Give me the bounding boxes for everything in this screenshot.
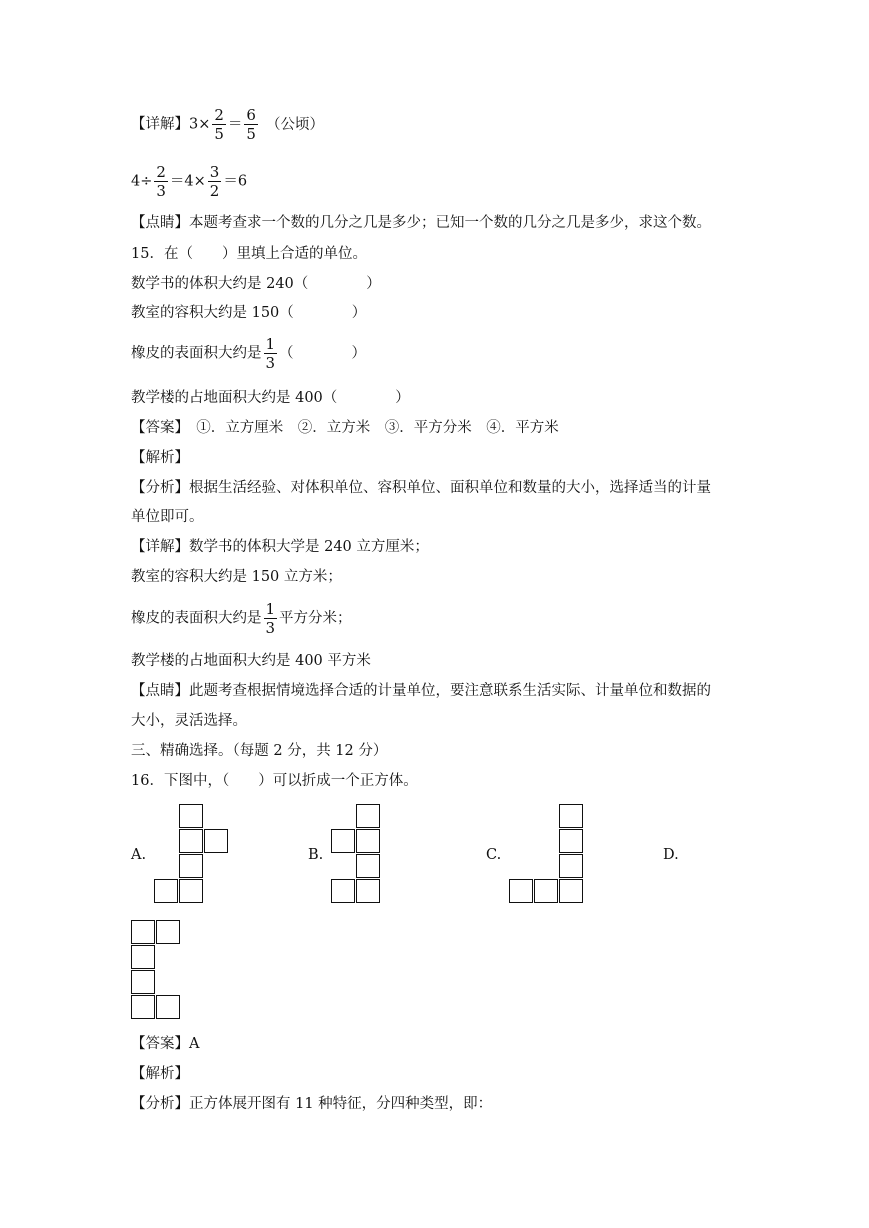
net-square (331, 879, 355, 903)
q15-detail-3-text: 橡皮的表面积大约是 (131, 610, 262, 627)
q15-detail-3 (131, 600, 352, 637)
fraction-numerator: 1 (265, 600, 276, 618)
q15-line-3-text: 橡皮的表面积大约是 (131, 345, 262, 362)
q15-analysis-1: 【分析】根据生活经验、对体积单位、容积单位、面积单位和数量的大小，选择适当的计量 (131, 480, 711, 496)
net-square (356, 854, 380, 878)
fraction (154, 163, 168, 200)
fraction-denominator: 3 (265, 354, 276, 372)
net-square (179, 854, 203, 878)
equals-sign: ＝ (227, 116, 243, 133)
net-square (179, 879, 203, 903)
fraction-numerator: 2 (156, 163, 166, 181)
net-square (204, 829, 228, 853)
section-3-title: 三、精确选择。（每题 2 分，共 12 分） (131, 743, 388, 759)
q15-tip-b: 大小，灵活选择。 (131, 713, 247, 729)
net-square (559, 854, 583, 878)
q15-line-2: 教室的容积大约是 150（ ） (131, 305, 367, 321)
q15-jiexi: 【解析】 (131, 450, 189, 466)
net-square (179, 829, 203, 853)
q15-line-3-blank: （ ） (279, 345, 367, 362)
q15-line-1: 数学书的体积大约是 240（ ） (131, 276, 381, 292)
fraction (244, 106, 258, 143)
fraction-denominator: 5 (246, 125, 256, 143)
q15-analysis-2: 单位即可。 (131, 509, 204, 525)
option-c-label: C. (486, 847, 502, 863)
fraction (212, 106, 226, 143)
net-square (156, 995, 180, 1019)
fraction (208, 163, 222, 200)
fraction-numerator: 3 (209, 163, 220, 181)
net-square (131, 945, 155, 969)
fraction (264, 600, 278, 637)
tip-line-1: 【点睛】本题考查求一个数的几分之几是多少；已知一个数的几分之几是多少，求这个数。 (131, 215, 711, 231)
net-square (356, 879, 380, 903)
fraction-numerator: 1 (265, 335, 276, 353)
detail-line-1 (131, 106, 324, 143)
math-text: ＝4× (169, 173, 206, 190)
q15-detail-4: 教学楼的占地面积大约是 400 平方米 (131, 653, 371, 669)
net-square (559, 879, 583, 903)
net-square (156, 920, 180, 944)
q15-answer: 【答案】 ①．立方厘米 ②．立方米 ③．平方分米 ④．平方米 (131, 420, 559, 436)
option-d-label: D. (663, 847, 679, 863)
q16-title: 16．下图中，（ ）可以折成一个正方体。 (131, 773, 418, 789)
q16-jiexi: 【解析】 (131, 1066, 189, 1082)
detail-lead: 【详解】3× (131, 116, 211, 133)
fraction-denominator: 3 (265, 619, 276, 637)
fraction-denominator: 3 (156, 182, 166, 200)
net-square (179, 804, 203, 828)
net-square (131, 995, 155, 1019)
net-square (509, 879, 533, 903)
net-square (131, 920, 155, 944)
net-square (356, 829, 380, 853)
q16-analysis: 【分析】正方体展开图有 11 种特征，分四种类型，即： (131, 1096, 493, 1112)
net-square (154, 879, 178, 903)
fraction-numerator: 2 (214, 106, 224, 124)
detail-lead: 4÷ (131, 173, 153, 190)
detail-line-2 (131, 163, 247, 200)
option-b-label: B. (308, 847, 324, 863)
fraction-denominator: 2 (209, 182, 220, 200)
net-square (559, 829, 583, 853)
q15-detail-2: 教室的容积大约是 150 立方米； (131, 569, 342, 585)
q15-title: 15．在（ ）里填上合适的单位。 (131, 246, 367, 262)
net-square (559, 804, 583, 828)
fraction-denominator: 5 (214, 125, 224, 143)
q15-detail-3-unit: 平方分米； (279, 610, 352, 627)
option-a-label: A. (131, 847, 147, 863)
fraction (264, 335, 278, 372)
q15-tip-a: 【点睛】此题考查根据情境选择合适的计量单位，要注意联系生活实际、计量单位和数据的 (131, 683, 711, 699)
net-square (356, 804, 380, 828)
q15-detail-1: 【详解】数学书的体积大学是 240 立方厘米； (131, 539, 429, 555)
net-square (131, 970, 155, 994)
q15-line-3 (131, 335, 366, 372)
net-square (331, 829, 355, 853)
net-square (534, 879, 558, 903)
unit-text: （公顷） (265, 116, 324, 133)
q16-answer: 【答案】A (131, 1036, 200, 1052)
fraction-numerator: 6 (246, 106, 256, 124)
math-text: ＝6 (223, 173, 248, 190)
q15-line-4: 教学楼的占地面积大约是 400（ ） (131, 390, 410, 406)
